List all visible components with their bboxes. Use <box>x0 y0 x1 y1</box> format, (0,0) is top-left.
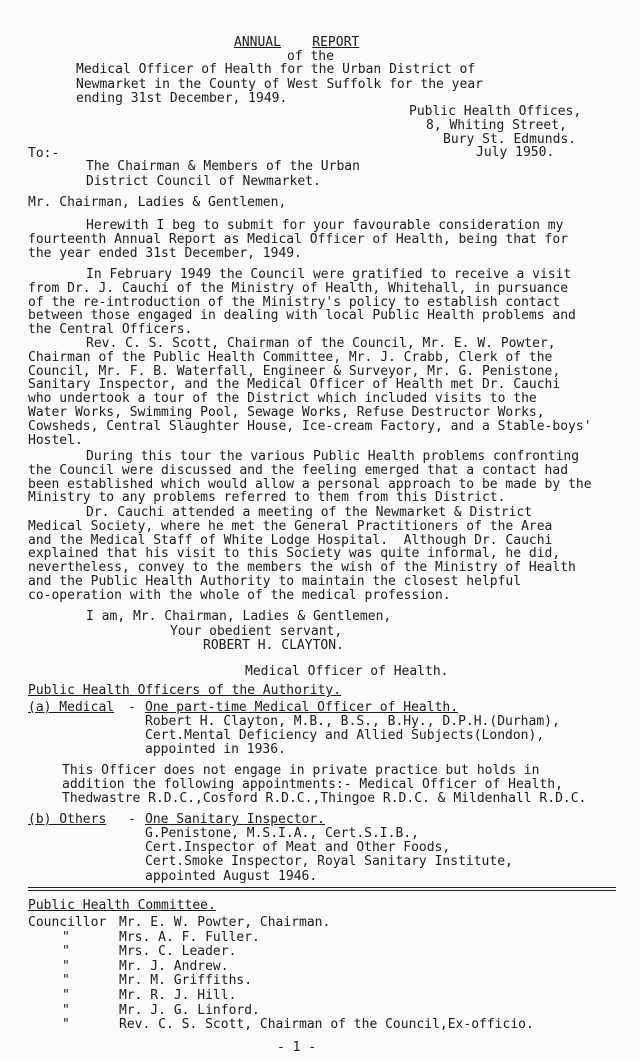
officers-heading: Public Health Officers of the Authority. <box>28 683 342 698</box>
paragraph-5-line: explained that his visit to this Society was quite informal, he did, <box>28 546 561 562</box>
recipient-line: District Council of Newmarket. <box>86 173 321 189</box>
address-line: July 1950. <box>476 145 555 161</box>
ditto-mark: " <box>62 1017 70 1033</box>
paragraph-4-line: Ministry to any problems referred to them from this District. <box>28 490 506 506</box>
paragraph-3-line: who undertook a tour of the District which included visits to the <box>28 391 537 407</box>
address-line: Public Health Offices, <box>409 104 582 119</box>
medical-note-line: This Officer does not engage in private practice but holds in <box>62 763 540 778</box>
others-detail-line: Cert.Inspector of Meat and Other Foods, <box>145 840 451 856</box>
paragraph-4-line: During this tour the various Public Health problems confronting <box>86 449 580 464</box>
title-of-the: of the <box>287 49 334 64</box>
others-detail-line: Cert.Smoke Inspector, Royal Sanitary Institute, <box>145 854 513 870</box>
ditto-mark: " <box>62 988 70 1003</box>
committee-member: Mr. E. W. Powter, Chairman. <box>119 915 331 930</box>
address-line: Bury St. Edmunds. <box>443 131 577 147</box>
committee-member: Mrs. A. F. Fuller. <box>119 929 260 945</box>
section-separator <box>28 887 616 891</box>
paragraph-5-line: Dr. Cauchi attended a meeting of the Newmarket & District <box>86 505 533 520</box>
medical-detail-line: Cert.Mental Deficiency and Allied Subjects(London), <box>145 728 545 743</box>
paragraph-3-line: Chairman of the Public Health Committee, Mr. J. Crabb, Clerk of the <box>28 349 553 365</box>
intro-line: Newmarket in the County of West Suffolk for the year <box>76 76 483 92</box>
paragraph-3-line: Rev. C. S. Scott, Chairman of the Council, Mr. E. W. Powter, <box>86 336 556 351</box>
intro-line: Medical Officer of Health for the Urban District of <box>76 62 476 77</box>
medical-dash: - <box>128 700 136 715</box>
committee-heading: Public Health Committee. <box>28 898 216 913</box>
medical-label: (a) Medical <box>28 700 115 715</box>
page-number: - 1 - <box>277 1040 317 1055</box>
committee-member: Mrs. C. Leader. <box>119 944 237 960</box>
councillor-prefix: Councillor <box>28 915 107 930</box>
medical-role: One part-time Medical Officer of Health. <box>145 700 459 715</box>
signatory-title: Medical Officer of Health. <box>245 664 449 679</box>
paragraph-2-line: between those engaged in dealing with local Public Health problems and <box>28 308 576 324</box>
paragraph-3-line: Cowsheds, Central Slaughter House, Ice-cream Factory, and a Stable-boys' <box>28 418 592 434</box>
paragraph-2-line: from Dr. J. Cauchi of the Ministry of Health, Whitehall, in pursuance <box>28 280 569 296</box>
committee-member: Mr. J. Andrew. <box>119 958 229 974</box>
paragraph-3-line: Water Works, Swimming Pool, Sewage Works, Refuse Destructor Works, <box>28 405 545 420</box>
medical-detail-line: Robert H. Clayton, M.B., B.S., B.Hy., D.P.H.(Durham), <box>145 714 560 729</box>
closing-line: I am, Mr. Chairman, Ladies & Gentlemen, <box>86 609 392 624</box>
ditto-mark: " <box>62 973 70 989</box>
paragraph-5-line: nevertheless, convey to the members the wish of the Ministry of Health <box>28 560 576 576</box>
others-detail-line: appointed August 1946. <box>145 868 318 884</box>
address-line: 8, Whiting Street, <box>426 117 567 133</box>
committee-member: Mr. M. Griffiths. <box>119 973 253 989</box>
paragraph-2-line: the Central Officers. <box>28 322 193 338</box>
paragraph-5-line: and the Medical Staff of White Lodge Hospital. Although Dr. Cauchi <box>28 532 553 548</box>
ditto-mark: " <box>62 958 70 974</box>
committee-member: Mr. J. G. Linford. <box>119 1002 260 1018</box>
title-word-annual: ANNUAL <box>234 35 281 50</box>
others-detail-line: G.Penistone, M.S.I.A., Cert.S.I.B., <box>145 826 419 841</box>
committee-member: Mr. R. J. Hill. <box>119 988 237 1003</box>
ditto-mark: " <box>62 929 70 945</box>
medical-note-line: addition the following appointments:- Medical Officer of Health, <box>62 777 563 793</box>
committee-member: Rev. C. S. Scott, Chairman of the Council,Ex-officio. <box>119 1017 534 1033</box>
paragraph-1-line: the year ended 31st December, 1949. <box>28 245 302 261</box>
paragraph-4-line: the Council were discussed and the feeling emerged that a contact had <box>28 462 569 478</box>
report-title <box>234 36 359 50</box>
salutation: Mr. Chairman, Ladies & Gentlemen, <box>28 195 287 210</box>
to-label: To:- <box>28 146 60 161</box>
paragraph-2-line: of the re-introduction of the Ministry's policy to establish contact <box>28 294 561 310</box>
others-label: (b) Others <box>28 812 107 827</box>
medical-detail-line: appointed in 1936. <box>145 742 286 757</box>
paragraph-5-line: Medical Society, where he met the General Practitioners of the Area <box>28 518 553 534</box>
paragraph-5-line: and the Public Health Authority to maintain the closest helpful <box>28 574 522 589</box>
others-dash: - <box>128 812 136 827</box>
medical-note-line: Thedwastre R.D.C.,Cosford R.D.C.,Thingoe R.D.C. & Mildenhall R.D.C. <box>62 791 587 807</box>
paragraph-1-line: Herewith I beg to submit for your favourable consideration my <box>86 218 564 233</box>
others-role: One Sanitary Inspector. <box>145 812 326 827</box>
paragraph-2-line: In February 1949 the Council were gratified to receive a visit <box>86 267 572 282</box>
recipient-line: The Chairman & Members of the Urban <box>86 159 360 174</box>
paragraph-3-line: Council, Mr. F. B. Waterfall, Engineer & Surveyor, Mr. G. Penistone, <box>28 363 561 379</box>
closing-line: ROBERT H. CLAYTON. <box>203 638 344 653</box>
title-word-report: REPORT <box>312 35 360 50</box>
ditto-mark: " <box>62 1002 70 1018</box>
closing-line: Your obedient servant, <box>170 623 343 639</box>
intro-line: ending 31st December, 1949. <box>76 91 288 106</box>
paragraph-4-line: been established which would allow a personal approach to be made by the <box>28 476 592 492</box>
ditto-mark: " <box>62 944 70 960</box>
paragraph-5-line: co-operation with the whole of the medical profession. <box>28 587 451 603</box>
paragraph-3-line: Sanitary Inspector, and the Medical Officer of Health met Dr. Cauchi <box>28 377 561 393</box>
paragraph-1-line: fourteenth Annual Report as Medical Officer of Health, being that for <box>28 231 569 247</box>
paragraph-3-line: Hostel. <box>28 432 83 448</box>
